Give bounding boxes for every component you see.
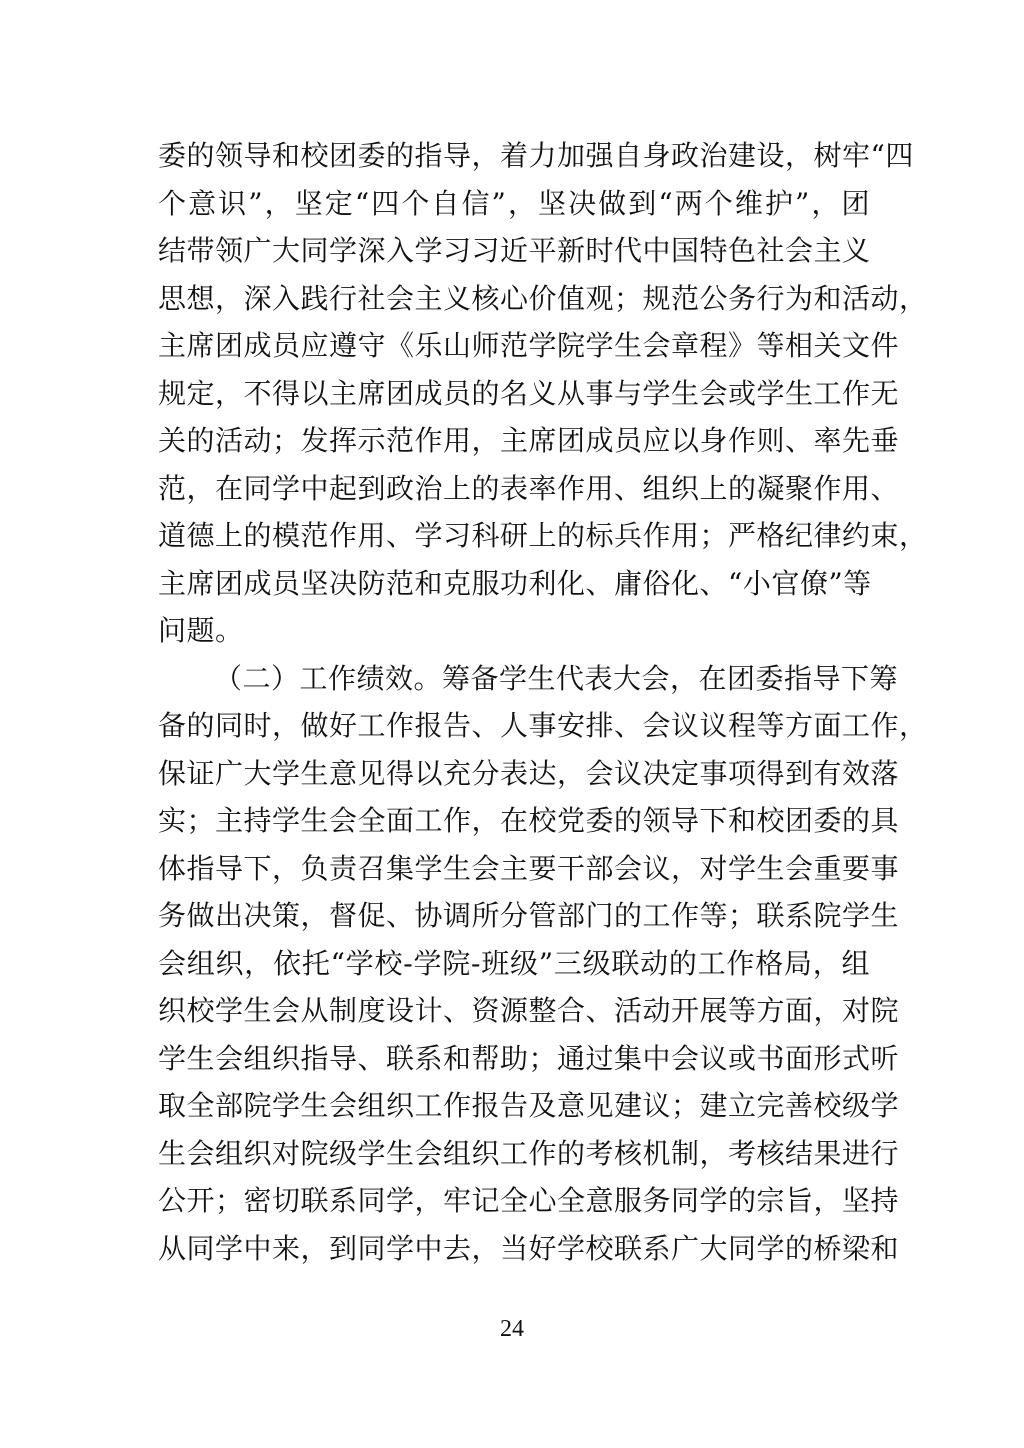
text-line: 关的活动；发挥示范作用，主席团成员应以身作则、率先垂	[158, 424, 900, 457]
text-line: 委的领导和校团委的指导，着力加强自身政治建设，树牢“四	[158, 139, 914, 172]
text-line: 范，在同学中起到政治上的表率作用、组织上的凝聚作用、	[158, 471, 900, 505]
text-line: 个意识”，坚定“四个自信”，坚决做到“两个维护”，团	[158, 186, 870, 220]
text-line: 织校学生会从制度设计、资源整合、活动开展等方面，对院	[158, 994, 900, 1027]
text-line: 公开；密切联系同学，牢记全心全意服务同学的宗旨，坚持	[158, 1184, 900, 1217]
text-line: 思想，深入践行社会主义核心价值观；规范公务行为和活动，	[158, 281, 928, 315]
text-line: 道德上的模范作用、学习科研上的标兵作用；严格纪律约束，	[158, 519, 928, 552]
text-line: 问题。	[158, 614, 244, 647]
paragraph-1	[158, 132, 928, 655]
text-line: 务做出决策，督促、协调所分管部门的工作等；联系院学生	[158, 899, 900, 932]
page-number: 24	[500, 1316, 524, 1342]
text-line: （二）工作绩效。筹备学生代表大会，在团委指导下筹	[214, 661, 899, 695]
text-line: 体指导下，负责召集学生会主要干部会议，对学生会重要事	[158, 851, 900, 885]
document-body	[158, 132, 928, 1272]
text-line: 学生会组织指导、联系和帮助；通过集中会议或书面形式听	[158, 1041, 900, 1075]
text-line: 生会组织对院级学生会组织工作的考核机制，考核结果进行	[158, 1136, 900, 1170]
text-line: 从同学中来，到同学中去，当好学校联系广大同学的桥梁和	[158, 1231, 900, 1265]
text-line: 主席团成员应遵守《乐山师范学院学生会章程》等相关文件	[158, 329, 900, 362]
text-line: 结带领广大同学深入学习习近平新时代中国特色社会主义	[158, 234, 871, 267]
text-line: 规定，不得以主席团成员的名义从事与学生会或学生工作无	[158, 376, 900, 410]
text-line: 保证广大学生意见得以充分表达，会议决定事项得到有效落	[158, 756, 900, 790]
text-line: 备的同时，做好工作报告、人事安排、会议议程等方面工作，	[158, 709, 928, 742]
paragraph-2	[158, 655, 928, 1273]
text-line: 实；主持学生会全面工作，在校党委的领导下和校团委的具	[158, 804, 900, 837]
text-line: 取全部院学生会组织工作报告及意见建议；建立完善校级学	[158, 1089, 900, 1122]
text-line: 主席团成员坚决防范和克服功利化、庸俗化、“小官僚”等	[158, 566, 872, 600]
text-line: 会组织，依托“学校-学院-班级”三级联动的工作格局，组	[158, 946, 870, 980]
